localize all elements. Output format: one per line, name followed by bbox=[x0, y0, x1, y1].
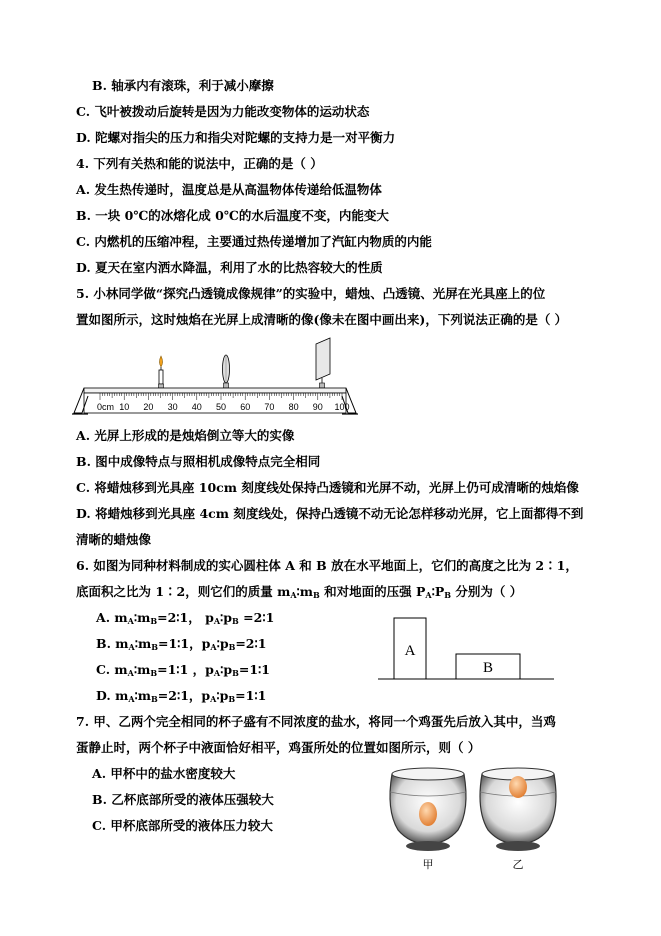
q6-option-d: D. $m_A∶m_B=2∶1$，$p_A∶p_B=1∶1$ bbox=[96, 688, 267, 704]
q4-option-d: D. 夏天在室内洒水降温，利用了水的比热容较大的性质 bbox=[76, 260, 383, 275]
egg-cups-figure bbox=[384, 760, 564, 876]
optical-bench-figure bbox=[70, 336, 360, 422]
ruler-label: 30 bbox=[167, 402, 178, 412]
ruler-label: 20 bbox=[143, 402, 154, 412]
q4-option-a: A. 发生热传递时，温度总是从高温物体传递给低温物体 bbox=[76, 182, 382, 197]
cup-yi bbox=[480, 768, 556, 871]
cup-jia bbox=[390, 768, 466, 871]
q7-option-a: A. 甲杯中的盐水密度较大 bbox=[92, 766, 236, 781]
ruler-label: 90 bbox=[312, 402, 323, 412]
q3-option-d: D. 陀螺对指尖的压力和指尖对陀螺的支持力是一对平衡力 bbox=[76, 130, 396, 145]
q5-option-d-line1: D. 将蜡烛移到光具座 4cm 刻度线处，保持凸透镜不动无论怎样移动光屏，它上面都得不到 bbox=[76, 506, 584, 521]
ruler-label: 60 bbox=[240, 402, 251, 412]
q6-option-b: B. $m_A∶m_B=1∶1$，$p_A∶p_B=2∶1$ bbox=[96, 636, 267, 652]
ruler-label: 100 bbox=[334, 402, 350, 412]
ruler-label: 10 bbox=[119, 402, 130, 412]
candle bbox=[159, 356, 164, 388]
q7-stem-line1: 7. 甲、乙两个完全相同的杯子盛有不同浓度的盐水，将同一个鸡蛋先后放入其中，当鸡 bbox=[76, 714, 556, 729]
q7-option-b: B. 乙杯底部所受的液体压强较大 bbox=[92, 792, 274, 807]
egg-in-cup-yi bbox=[509, 776, 527, 798]
ruler-label: 50 bbox=[215, 402, 227, 412]
ruler-label: 80 bbox=[288, 402, 299, 412]
ruler-label: 70 bbox=[264, 402, 275, 412]
q5-stem-line1: 5. 小林同学做“探究凸透镜成像规律”的实验中，蜡烛、凸透镜、光屏在光具座上的位 bbox=[76, 286, 546, 301]
q7-option-c: C. 甲杯底部所受的液体压力较大 bbox=[92, 818, 273, 833]
q5-option-d-line2: 清晰的蜡烛像 bbox=[76, 532, 152, 547]
cup-jia-label: 甲 bbox=[422, 858, 434, 871]
q6-option-c: C. $m_A∶m_B=1∶1$ ，$p_A∶p_B=1∶1$ bbox=[96, 662, 270, 678]
cylinder-b-label: B bbox=[482, 660, 494, 676]
q4-option-b: B. 一块 0℃的冰熔化成 0℃的水后温度不变，内能变大 bbox=[76, 208, 389, 223]
q5-option-c: C. 将蜡烛移到光具座 10cm 刻度线处保持凸透镜和光屏不动，光屏上仍可成清晰的烛焰像 bbox=[76, 480, 579, 495]
ruler-label: 0cm bbox=[97, 402, 115, 412]
q7-stem-line2: 蛋静止时，两个杯子中液面恰好相平，鸡蛋所处的位置如图所示，则（ ） bbox=[76, 740, 481, 755]
cylinders-figure bbox=[378, 614, 558, 684]
q4-option-c: C. 内燃机的压缩冲程，主要通过热传递增加了汽缸内物质的内能 bbox=[76, 234, 432, 249]
q5-option-a: A. 光屏上形成的是烛焰倒立等大的实像 bbox=[76, 428, 295, 443]
q6-option-a: A. $m_A∶m_B=2∶1$， $p_A∶p_B$ =2∶1 bbox=[96, 610, 275, 626]
q3-option-c: C. 飞叶被拨动后旋转是因为力能改变物体的运动状态 bbox=[76, 104, 370, 119]
cylinder-a-label: A bbox=[404, 643, 416, 659]
q5-stem-line2: 置如图所示，这时烛焰在光屏上成清晰的像(像未在图中画出来)，下列说法正确的是（ ） bbox=[76, 312, 568, 327]
q6-stem-line2: 底面积之比为 1∶2，则它们的质量 $m_A∶m_B$ 和对地面的压强 $P_A∶P_B$ 分别为（ ） bbox=[76, 584, 523, 600]
convex-lens bbox=[223, 355, 230, 388]
q4-stem: 4. 下列有关热和能的说法中，正确的是（ ） bbox=[76, 156, 323, 171]
egg-in-cup-jia bbox=[419, 802, 437, 826]
q3-option-b: B. 轴承内有滚珠，利于减小摩擦 bbox=[92, 78, 274, 93]
q5-option-b: B. 图中成像特点与照相机成像特点完全相同 bbox=[76, 454, 321, 469]
q6-stem-line1: 6. 如图为同种材料制成的实心圆柱体 A 和 B 放在水平地面上，它们的高度之比为 2∶1， bbox=[76, 558, 578, 573]
ruler-label: 40 bbox=[191, 402, 202, 412]
cup-yi-label: 乙 bbox=[512, 858, 524, 871]
light-screen bbox=[316, 338, 330, 388]
